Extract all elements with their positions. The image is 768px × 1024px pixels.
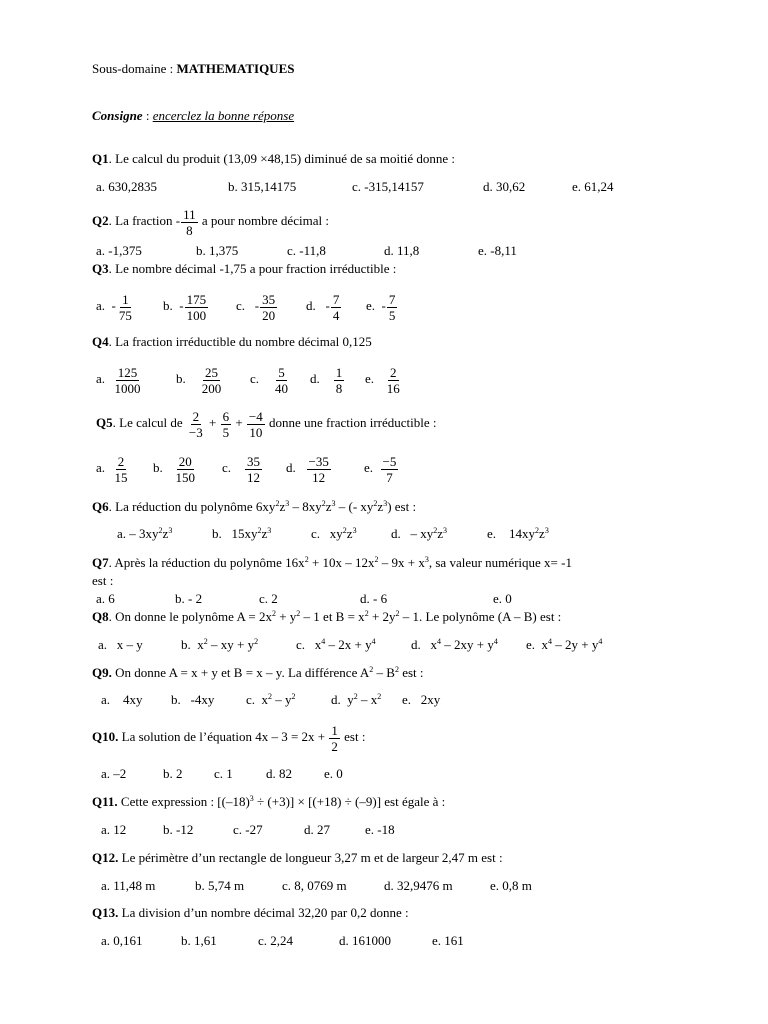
q13-option-d[interactable]: d. 161000 [339,933,391,948]
q9-option-b[interactable]: b. -4xy [171,692,215,707]
q7-option-e[interactable]: e. 0 [493,591,512,606]
q3-text: . Le nombre décimal -1,75 a pour fraction irréductible : [108,261,397,276]
q2-option-d[interactable]: d. 11,8 [384,243,420,258]
q4-option-b-fraction: $\frac{25}{200}$ [201,364,222,396]
q2-number: Q2 [92,213,109,228]
subdomain-line [92,61,294,77]
q6-statement: Q6. La réduction du polynôme $6xy^2z^3 - 8xy^2z^3$ – (- $xy^2z^3$) est : [92,499,417,514]
q1-text: . Le calcul du produit (13,09 ×48,15) diminué de sa moitié donne : [108,151,455,166]
q4-text: . La fraction irréductible du nombre décimal 0,125 [108,334,372,349]
q5-option-a[interactable]: a. $\frac{2}{15}$ [96,453,128,485]
q13-option-c[interactable]: c. 2,24 [258,933,294,948]
q11-number: Q11. [92,794,118,809]
q4-option-e-fraction: $\frac{2}{16}$ [386,364,400,396]
q8-option-d[interactable]: d. $x^4 - 2xy + y^4$ [411,637,498,652]
q4-option-a[interactable]: a. $\frac{125}{1000}$ [96,364,141,396]
q1-option-d[interactable]: d. 30,62 [483,179,526,194]
subdomain-label: Sous-domaine : [92,61,177,76]
q1-option-c[interactable]: c. -315,14157 [352,179,424,194]
subdomain-value: MATHEMATIQUES [176,61,295,76]
q4-option-d-fraction: $\frac{1}{8}$ [335,364,343,396]
q10-option-e[interactable]: e. 0 [324,766,343,781]
q13-number: Q13. [92,905,119,920]
instruction-sep: : [142,108,153,123]
q8-option-a[interactable]: a. x – y [98,637,143,652]
q6-option-a[interactable]: a. – $3xy^2z^3$ [117,526,173,541]
q9-option-d[interactable]: d. $y^2 - x^2$ [331,692,382,707]
q10-option-a[interactable]: a. –2 [101,766,127,781]
q12-statement: Q12. Le périmètre d’un rectangle de longueur 3,27 m et de largeur 2,47 m est : [92,850,503,865]
q3-option-d-fraction: $\frac{7}{4}$ [332,291,340,323]
q10-option-b[interactable]: b. 2 [163,766,183,781]
q5-text-post: donne une fraction irréductible : [265,415,437,430]
q10-number: Q10. [92,729,119,744]
q12-option-a[interactable]: a. 11,48 m [101,878,156,893]
q3-option-c-fraction: $\frac{35}{20}$ [262,291,276,323]
q3-option-a[interactable]: a. - $\frac{1}{75}$ [96,291,132,323]
q6-option-e[interactable]: e. $14xy^2z^3$ [487,526,549,541]
q2-option-b[interactable]: b. 1,375 [196,243,239,258]
q4-option-a-fraction: $\frac{125}{1000}$ [114,364,141,396]
q2-text-pre: . La fraction - [108,213,181,228]
q12-option-c[interactable]: c. 8, 0769 m [282,878,347,893]
q3-option-e[interactable]: e. - $\frac{7}{5}$ [366,291,396,323]
q11-option-a[interactable]: a. 12 [101,822,127,837]
q5-fraction-2: $\frac{6}{5}$ [222,408,230,440]
q11-option-d[interactable]: d. 27 [304,822,330,837]
instruction-text: encerclez la bonne réponse [152,108,295,123]
q9-number: Q9. [92,665,112,680]
q7-option-a[interactable]: a. 6 [96,591,115,606]
q3-option-b-fraction: $\frac{175}{100}$ [186,291,207,323]
q6-number: Q6 [92,499,109,514]
q1-option-e[interactable]: e. 61,24 [572,179,614,194]
q7-statement: Q7. Après la réduction du polynôme $16x^2 + 10x - 12x^2 - 9x + x^3$, sa valeur numérique x= -1 [92,555,572,570]
q10-statement: Q10. La solution de l’équation 4x – 3 = 2x + $\frac{1}{2}$ est : [92,722,366,754]
q7-option-c[interactable]: c. 2 [259,591,278,606]
q5-number: Q5 [96,415,113,430]
q8-statement: Q8. On donne le polynôme $A = 2x^2 + y^2 - 1$ et $B = x^2 + 2y^2 - 1$. Le polynôme (A – B) est : [92,609,562,624]
q11-option-b[interactable]: b. -12 [163,822,194,837]
q8-option-e[interactable]: e. $x^4 - 2y + y^4$ [526,637,603,652]
q12-number: Q12. [92,850,119,865]
q12-option-b[interactable]: b. 5,74 m [195,878,245,893]
q5-fraction-1: $\frac{2}{-3}$ [188,408,203,440]
q10-option-c[interactable]: c. 1 [214,766,233,781]
q3-statement [92,261,396,277]
q3-option-d[interactable]: d. - $\frac{7}{4}$ [306,291,340,323]
q3-number: Q3 [92,261,109,276]
q4-option-c-fraction: $\frac{5}{40}$ [275,364,289,396]
q5-text-pre: . Le calcul de [112,415,186,430]
q3-option-a-fraction: $\frac{1}{75}$ [118,291,132,323]
q12-option-e[interactable]: e. 0,8 m [490,878,532,893]
q1-option-b[interactable]: b. 315,14175 [228,179,297,194]
q13-option-b[interactable]: b. 1,61 [181,933,217,948]
q1-option-a[interactable]: a. 630,2835 [96,179,158,194]
q2-option-a[interactable]: a. -1,375 [96,243,142,258]
q5-option-d-fraction: $\frac{-35}{12}$ [308,453,329,485]
q5-option-c[interactable]: c. $\frac{35}{12}$ [222,453,261,485]
q5-option-e[interactable]: e. $\frac{-5}{7}$ [364,453,397,485]
q2-text-post: a pour nombre décimal : [198,213,329,228]
q10-fraction: $\frac{1}{2}$ [331,722,338,754]
q13-option-a[interactable]: a. 0,161 [101,933,143,948]
q4-number: Q4 [92,334,109,349]
q5-fraction-3: $\frac{-4}{10}$ [248,408,263,440]
q5-option-d[interactable]: d. $\frac{-35}{12}$ [286,453,329,485]
q5-option-b-fraction: $\frac{20}{150}$ [175,453,195,485]
q7-statement-cont: est : [92,573,114,588]
q3-option-c[interactable]: c. - $\frac{35}{20}$ [236,291,276,323]
q9-statement: Q9. On donne A = x + y et B = x – y. La différence $A^2 - B^2$ est : [92,665,424,680]
q11-statement: Q11. Cette expression : $[(-18)^3 \div (+3)] \times [(+18) \div (-9)]$ est égale à : [92,794,446,809]
q4-option-e[interactable]: e. $\frac{2}{16}$ [365,364,400,396]
q5-option-b[interactable]: b. $\frac{20}{150}$ [153,453,195,485]
q2-fraction: $\frac{11}{8}$ [183,206,196,238]
q7-option-b[interactable]: b. - 2 [175,591,203,606]
q7-number: Q7 [92,555,109,570]
q9-option-a[interactable]: a. 4xy [101,692,143,707]
q3-option-b[interactable]: b. - $\frac{175}{100}$ [163,291,207,323]
q10-option-d[interactable]: d. 82 [266,766,292,781]
q2-statement [92,207,329,237]
q6-option-d[interactable]: d. – $xy^2z^3$ [391,526,448,541]
q9-option-c[interactable]: c. $x^2 - y^2$ [246,692,296,707]
q11-option-e[interactable]: e. -18 [365,822,395,837]
q5-option-e-fraction: $\frac{-5}{7}$ [382,453,397,485]
q8-option-b[interactable]: b. $x^2$ – xy + $y^2$ [181,637,259,652]
q13-option-e[interactable]: e. 161 [432,933,464,948]
q11-option-c[interactable]: c. -27 [233,822,263,837]
q12-option-d[interactable]: d. 32,9476 m [384,878,453,893]
q5-option-c-fraction: $\frac{35}{12}$ [247,453,261,485]
q8-number: Q8 [92,609,109,624]
q1-statement [92,151,455,167]
q1-number: Q1 [92,151,109,166]
q6-option-b[interactable]: b. $15xy^2z^3$ [212,526,272,541]
instruction-label: Consigne [92,108,143,123]
q4-option-b[interactable]: b. $\frac{25}{200}$ [176,364,222,396]
q13-statement: Q13. La division d’un nombre décimal 32,20 par 0,2 donne : [92,905,409,920]
q4-statement [92,334,372,350]
q4-option-d[interactable]: d. $\frac{1}{8}$ [310,364,343,396]
q5-option-a-fraction: $\frac{2}{15}$ [114,453,128,485]
q7-option-d[interactable]: d. - 6 [360,591,388,606]
q8-option-c[interactable]: c. $x^4 - 2x + y^4$ [296,637,376,652]
q2-option-c[interactable]: c. -11,8 [287,243,326,258]
q4-option-c[interactable]: c. $\frac{5}{40}$ [250,364,289,396]
q9-option-e[interactable]: e. 2xy [402,692,441,707]
instruction-line [92,108,294,124]
q3-option-e-fraction: $\frac{7}{5}$ [388,291,396,323]
q2-option-e[interactable]: e. -8,11 [478,243,517,258]
q5-statement: Q5. Le calcul de $\frac{2}{-3}$ + $\frac{6}{5}$ + $\frac{-4}{10}$ donne une fraction irréductible : [96,408,437,440]
q6-option-c[interactable]: c. $xy^2z^3$ [311,526,357,541]
